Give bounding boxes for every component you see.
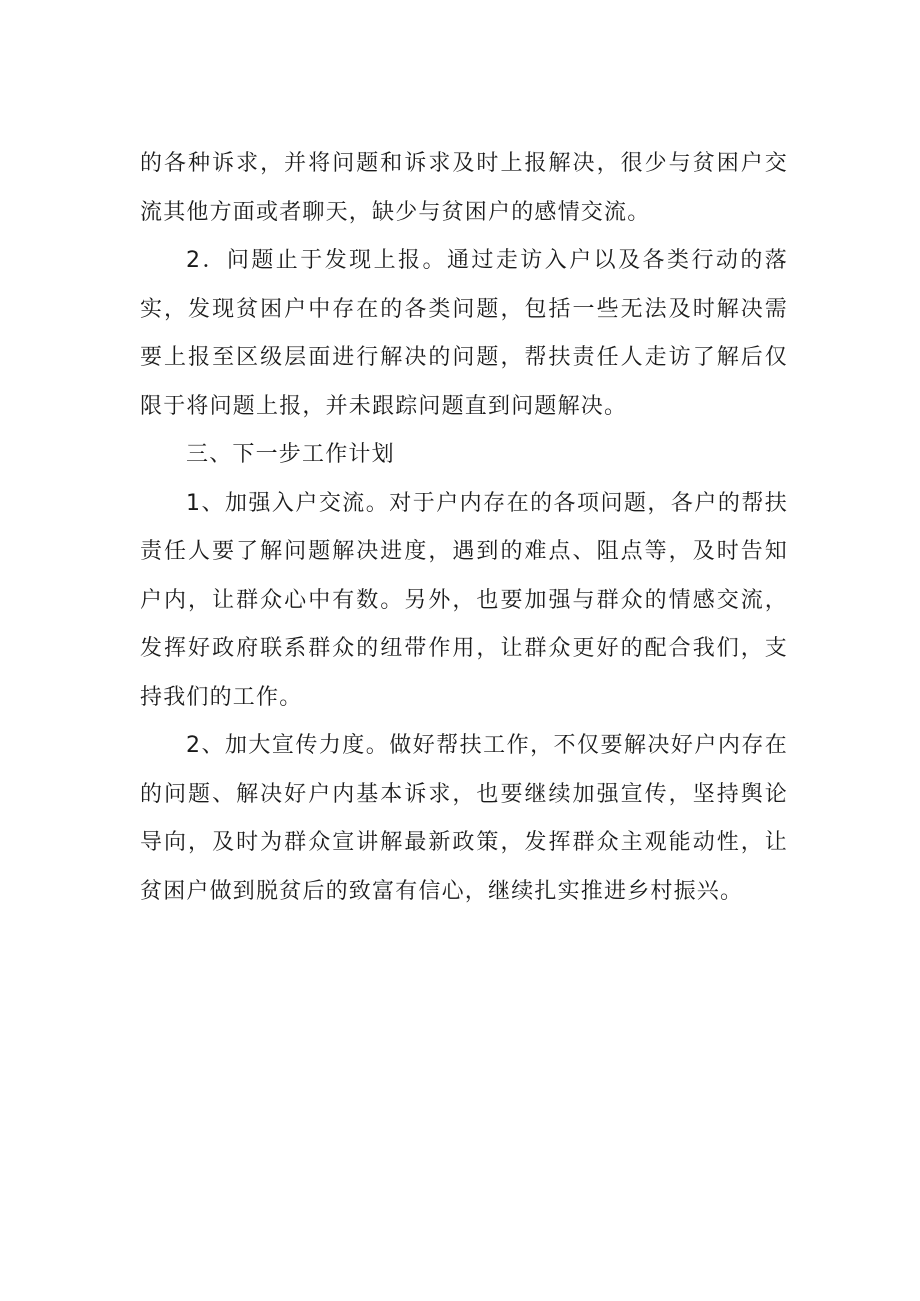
document-body xyxy=(140,140,788,916)
paragraph-plan-1: 1、加强入户交流。对于户内存在的各项问题，各户的帮扶责任人要了解问题解决进度，遇到的难点、阻点等，及时告知户内，让群众心中有数。另外，也要加强与群众的情感交流，发挥好政府联系群众的纽带作用，让群众更好的配合我们，支持我们的工作。 xyxy=(140,490,788,710)
paragraph-issue-2: 2．问题止于发现上报。通过走访入户以及各类行动的落实，发现贫困户中存在的各类问题，包括一些无法及时解决需要上报至区级层面进行解决的问题，帮扶责任人走访了解后仅限于将问题上报，并未跟踪问题直到问题解决。 xyxy=(140,248,788,419)
paragraph-plan-2: 2、加大宣传力度。做好帮扶工作，不仅要解决好户内存在的问题、解决好户内基本诉求，也要继续加强宣传，坚持舆论导向，及时为群众宣讲解最新政策，发挥群众主观能动性，让贫困户做到脱贫后的致富有信心，继续扎实推进乡村振兴。 xyxy=(140,733,788,904)
paragraph-continuation: 的各种诉求，并将问题和诉求及时上报解决，很少与贫困户交流其他方面或者聊天，缺少与贫困户的感情交流。 xyxy=(140,151,788,225)
section-heading-next-steps: 三、下一步工作计划 xyxy=(186,442,395,467)
